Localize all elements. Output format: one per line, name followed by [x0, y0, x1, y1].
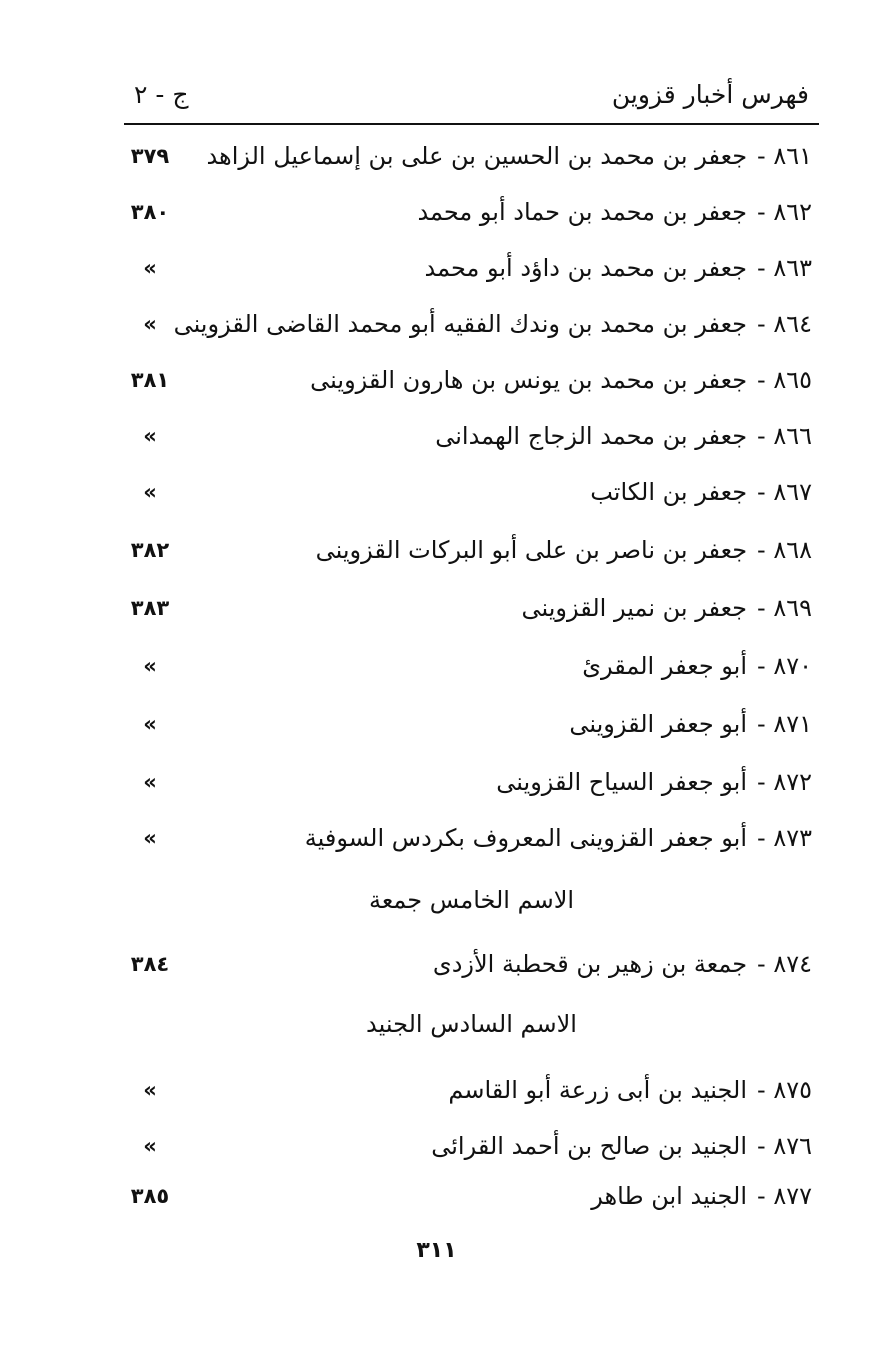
page-reference: ٣٨٢ [130, 538, 170, 562]
entry-name: الجنيد ابن طاهر [591, 1182, 748, 1210]
index-entry [120, 1124, 812, 1168]
header-rule [124, 123, 819, 125]
entry-text-group [425, 246, 812, 290]
entry-text-group [433, 942, 812, 986]
entry-number: ٨٧٦ - [757, 1132, 812, 1160]
entry-number: ٨٧١ - [757, 710, 812, 738]
entry-text-group [435, 414, 812, 458]
entry-text-group [496, 760, 812, 804]
page-reference: ٣٨١ [130, 368, 170, 392]
entry-text-group [417, 190, 812, 234]
entry-number: ٨٧٢ - [757, 768, 812, 796]
index-entry [120, 644, 812, 688]
entry-name: جعفر بن محمد بن حماد أبو محمد [417, 198, 748, 226]
entry-name: الجنيد بن أبى زرعة أبو القاسم [448, 1076, 748, 1104]
entry-text-group [316, 528, 812, 572]
entry-number: ٨٦٩ - [757, 594, 812, 622]
entry-name: الجنيد بن صالح بن أحمد القرائى [431, 1132, 748, 1160]
page-reference: ٣٨٥ [130, 1184, 170, 1208]
page-reference: ٣٨٠ [130, 200, 170, 224]
entry-number: ٨٧٧ - [757, 1182, 812, 1210]
index-entry [120, 528, 812, 572]
entry-name: جعفر بن محمد الزجاج الهمدانى [435, 422, 748, 450]
page-reference: » [143, 256, 157, 280]
entry-name: جعفر بن ناصر بن على أبو البركات القزوينى [315, 536, 748, 564]
entry-name: أبو جعفر السياح القزوينى [496, 768, 748, 796]
entry-name: جمعة بن زهير بن قحطبة الأزدى [432, 950, 748, 978]
running-head [124, 78, 819, 118]
index-entry [120, 1068, 812, 1112]
index-entry [120, 470, 812, 514]
entry-text-group [590, 470, 812, 514]
page-reference: » [143, 1078, 157, 1102]
entry-name: جعفر بن محمد بن داؤد أبو محمد [424, 254, 748, 282]
index-entry [120, 414, 812, 458]
page-reference: ٣٧٩ [130, 144, 170, 168]
entry-text-group [448, 1068, 812, 1112]
entry-number: ٨٦٥ - [757, 366, 812, 394]
entry-number: ٨٦٤ - [757, 310, 812, 338]
index-entry [120, 302, 812, 346]
entry-text-group [310, 358, 812, 402]
index-entry [120, 702, 812, 746]
page-reference: » [143, 654, 157, 678]
entry-text-group [569, 702, 812, 746]
entry-text-group [174, 302, 812, 346]
entry-number: ٨٦٣ - [757, 254, 812, 282]
entry-text-group [431, 1124, 812, 1168]
entry-number: ٨٧٤ - [757, 950, 812, 978]
entry-number: ٨٦٦ - [757, 422, 812, 450]
page-reference: » [143, 1134, 157, 1158]
entry-number: ٨٦١ - [757, 142, 812, 170]
entry-text-group [591, 1174, 812, 1218]
page-reference: » [143, 770, 157, 794]
entry-name: أبو جعفر القزوينى المعروف بكردس السوفية [304, 824, 748, 852]
volume-label: ج - ٢ [134, 80, 189, 109]
index-entry [120, 1174, 812, 1218]
page-reference: ٣٨٣ [130, 596, 170, 620]
index-entry [120, 190, 812, 234]
page-reference: » [143, 424, 157, 448]
entry-text-group [305, 816, 812, 860]
running-title: فهرس أخبار قزوين [611, 80, 809, 109]
page-reference: » [143, 712, 157, 736]
entry-name: جعفر بن محمد بن يونس بن هارون القزوينى [310, 366, 748, 394]
entry-name: جعفر بن الكاتب [590, 478, 748, 506]
entry-text-group [521, 586, 812, 630]
entry-name: جعفر بن محمد بن وندك الفقيه أبو محمد القاضى القزوينى [173, 310, 748, 338]
index-entry [120, 942, 812, 986]
index-entry [120, 246, 812, 290]
entry-number: ٨٧٣ - [757, 824, 812, 852]
entry-number: ٨٦٧ - [757, 478, 812, 506]
index-entry [120, 816, 812, 860]
entry-number: ٨٦٨ - [757, 536, 812, 564]
entry-name: جعفر بن نمير القزوينى [521, 594, 748, 622]
section-heading: الاسم الخامس جمعة [368, 886, 575, 914]
index-entry [120, 358, 812, 402]
page-reference: » [143, 480, 157, 504]
entry-number: ٨٧٥ - [757, 1076, 812, 1104]
entry-number: ٨٧٠ - [757, 652, 812, 680]
page-reference: ٣٨٤ [130, 952, 170, 976]
index-entry [120, 134, 812, 178]
page-reference: » [143, 826, 157, 850]
entry-name: أبو جعفر المقرئ [582, 652, 748, 680]
entry-number: ٨٦٢ - [757, 198, 812, 226]
entry-text-group [582, 644, 812, 688]
page-number: ٣١١ [416, 1238, 457, 1263]
index-entry [120, 586, 812, 630]
index-entry [120, 760, 812, 804]
page-reference: » [143, 312, 157, 336]
entry-name: جعفر بن محمد بن الحسين بن على بن إسماعيل الزاهد [206, 142, 748, 170]
entry-text-group [206, 134, 812, 178]
section-heading: الاسم السادس الجنيد [366, 1010, 577, 1038]
entry-name: أبو جعفر القزوينى [569, 710, 748, 738]
